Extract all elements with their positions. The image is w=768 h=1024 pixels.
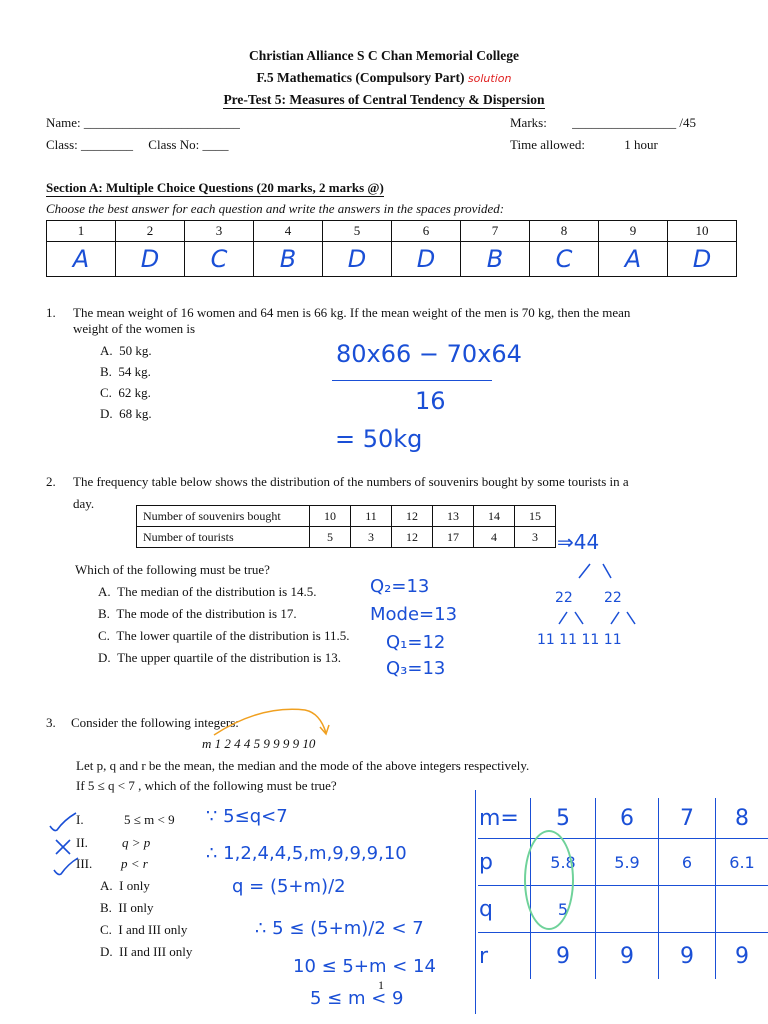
q2-option <box>98 606 297 622</box>
answer-cell[interactable]: D <box>392 242 461 277</box>
option-text: II only <box>118 900 154 915</box>
table-cell: 15 <box>515 506 556 527</box>
q1-text-2: weight of the women is <box>73 321 196 336</box>
class-label: Class: <box>46 137 78 152</box>
answer-cell[interactable]: C <box>530 242 599 277</box>
q3-option <box>100 944 192 960</box>
answer-number: 7 <box>461 221 530 242</box>
option-letter: D. <box>100 406 113 421</box>
grid-cell: 5 <box>531 798 596 839</box>
q3-hw-grid <box>478 798 768 979</box>
q3-hw-arrow <box>210 705 335 740</box>
table-cell: 12 <box>392 506 433 527</box>
school-name: Christian Alliance S C Chan Memorial College <box>249 48 519 63</box>
test-title <box>0 92 768 109</box>
table-cell: 10 <box>310 506 351 527</box>
q2-hw-q2: Q₂=13 <box>370 576 430 597</box>
answer-cell[interactable]: D <box>116 242 185 277</box>
option-letter: A. <box>100 343 113 358</box>
grid-cell: 5.8 <box>531 839 596 886</box>
q1-number: 1. <box>46 305 56 320</box>
section-a-title <box>46 180 384 197</box>
option-letter: C. <box>98 628 110 643</box>
subject-line <box>0 70 768 86</box>
time-label: Time allowed: <box>510 137 585 152</box>
q3-hw-line-4: ∴ 5 ≤ (5+m)/2 < 7 <box>255 918 424 939</box>
option-text: I and III only <box>118 922 188 937</box>
q2-question: Which of the following must be true? <box>75 562 270 577</box>
q3-hw-line-3: q = (5+m)/2 <box>232 876 346 897</box>
grid-cell: r <box>479 943 489 969</box>
test-title-text: Pre-Test 5: Measures of Central Tendency & Dispersion <box>223 92 545 107</box>
table-cell: 4 <box>474 527 515 548</box>
option-letter: C. <box>100 385 112 400</box>
statement-roman: I. <box>76 812 84 827</box>
q2-text-2: day. <box>73 496 95 511</box>
classno-blank: ____ <box>202 137 229 152</box>
answer-number: 5 <box>323 221 392 242</box>
q3-text-1: Consider the following integers: <box>71 715 239 730</box>
q2-option <box>98 584 316 600</box>
option-letter: D. <box>100 944 113 959</box>
time-field <box>510 137 658 153</box>
q2-hw-tree-22a: 22 <box>555 590 573 606</box>
answer-cell[interactable]: A <box>47 242 116 277</box>
grid-cell: 5.9 <box>596 839 659 886</box>
grid-cell: 9 <box>531 933 596 980</box>
q1-hw-denominator: 16 <box>415 387 446 415</box>
time-value: 1 hour <box>624 137 658 152</box>
option-text: 62 kg. <box>118 385 151 400</box>
table-cell: 13 <box>433 506 474 527</box>
answer-number: 4 <box>254 221 323 242</box>
table-cell: 5 <box>310 527 351 548</box>
statement-roman: III. <box>76 856 93 871</box>
grid-highlight-oval <box>524 830 574 930</box>
q3-integers: m 1 2 4 4 5 9 9 9 9 10 <box>202 736 316 751</box>
subject-title: F.5 Mathematics (Compulsory Part) <box>256 70 465 85</box>
grid-row-r <box>478 933 768 980</box>
answer-cell[interactable]: D <box>323 242 392 277</box>
answer-cell[interactable]: A <box>599 242 668 277</box>
grid-cell: 9 <box>596 933 659 980</box>
option-text: The upper quartile of the distribution is 13. <box>117 650 341 665</box>
option-letter: B. <box>98 606 110 621</box>
option-text: The lower quartile of the distribution is 11.5. <box>116 628 350 643</box>
answer-cell[interactable]: B <box>254 242 323 277</box>
q1-hw-result: = 50kg <box>335 425 423 453</box>
answer-cell[interactable]: C <box>185 242 254 277</box>
grid-cell: 9 <box>716 933 768 980</box>
section-a-instruction: Choose the best answer for each question and write the answers in the spaces provided: <box>46 201 505 216</box>
q2-hw-mode: Mode=13 <box>370 604 458 625</box>
answer-number: 1 <box>47 221 116 242</box>
grid-row-p <box>478 839 768 886</box>
class-blank: ________ <box>81 137 134 152</box>
q1-option <box>100 364 151 380</box>
option-letter: A. <box>98 584 111 599</box>
frequency-table <box>136 505 556 548</box>
table-cell: 3 <box>351 527 392 548</box>
class-field <box>46 137 228 153</box>
grid-cell: q <box>478 886 531 933</box>
statement-roman: II. <box>76 835 88 850</box>
frequency-row <box>137 527 556 548</box>
q2-hw-q3: Q₃=13 <box>386 658 446 679</box>
grid-cell <box>716 886 768 933</box>
name-blank: ________________________ <box>83 115 240 130</box>
option-letter: A. <box>100 878 113 893</box>
q1-option <box>100 406 152 422</box>
grid-cell <box>596 886 659 933</box>
table-cell: 3 <box>515 527 556 548</box>
marks-field <box>510 115 696 131</box>
grid-cell: 5 <box>531 886 596 933</box>
page-number: 1 <box>378 978 384 992</box>
grid-cell: 7 <box>659 798 716 839</box>
grid-cell: 6.1 <box>716 839 768 886</box>
table-cell: 12 <box>392 527 433 548</box>
q3-option <box>100 922 187 938</box>
answer-value-row <box>47 242 737 277</box>
option-text: The median of the distribution is 14.5. <box>117 584 317 599</box>
option-text: 50 kg. <box>119 343 152 358</box>
grid-row-q <box>478 886 768 933</box>
answer-number: 6 <box>392 221 461 242</box>
table-cell: 11 <box>351 506 392 527</box>
answer-cell[interactable]: D <box>668 242 737 277</box>
q2-hw-total: ⇒44 <box>557 530 600 554</box>
answer-cell[interactable]: B <box>461 242 530 277</box>
marks-label: Marks: <box>510 115 547 130</box>
row-label: Number of souvenirs bought <box>137 506 310 527</box>
q2-number: 2. <box>46 474 56 489</box>
frequency-row <box>137 506 556 527</box>
q3-statement <box>76 856 148 872</box>
option-text: The mode of the distribution is 17. <box>116 606 297 621</box>
option-letter: C. <box>100 922 112 937</box>
q3-option <box>100 878 150 894</box>
statement-text: 5 ≤ m < 9 <box>124 812 175 827</box>
grid-left-border <box>475 790 476 1014</box>
statement-text: q > p <box>122 835 151 850</box>
q3-text-3: If 5 ≤ q < 7 , which of the following must be true? <box>76 778 337 793</box>
q1-option <box>100 343 152 359</box>
marks-blank: ________________ /45 <box>572 115 696 130</box>
q1-option <box>100 385 151 401</box>
option-text: 54 kg. <box>118 364 151 379</box>
q2-hw-tree-11: 11 11 11 11 <box>537 632 622 648</box>
table-cell: 17 <box>433 527 474 548</box>
answer-number: 9 <box>599 221 668 242</box>
q3-hw-line-2: ∴ 1,2,4,4,5,m,9,9,9,10 <box>206 843 407 864</box>
statement-text: p < r <box>121 856 148 871</box>
q3-statement <box>76 835 150 851</box>
option-letter: B. <box>100 900 112 915</box>
grid-cell: m= <box>478 798 531 839</box>
table-cell: 14 <box>474 506 515 527</box>
name-label: Name: <box>46 115 81 130</box>
q2-hw-tree-22b: 22 <box>604 590 622 606</box>
name-field <box>46 115 240 131</box>
grid-cell: p <box>478 839 531 886</box>
q3-hw-line-1: ∵ 5≤q<7 <box>206 806 288 827</box>
q1-hw-fraction-bar <box>332 380 492 381</box>
grid-cell: 8 <box>716 798 768 839</box>
grid-row-m <box>478 798 768 839</box>
grid-cell: 9 <box>659 933 716 980</box>
q2-hw-q1: Q₁=12 <box>386 632 446 653</box>
section-a-title-text: Section A: Multiple Choice Questions (20 marks, 2 marks @) <box>46 180 384 195</box>
q1-hw-numerator: 80x66 − 70x64 <box>336 340 522 368</box>
classno-label: Class No: <box>148 137 200 152</box>
grid-cell: 6 <box>596 798 659 839</box>
q1-text-1: The mean weight of 16 women and 64 men is 66 kg. If the mean weight of the men is 70 kg, then the mean <box>73 305 631 320</box>
q3-hw-marks <box>46 810 80 878</box>
option-text: 68 kg. <box>119 406 152 421</box>
q3-hw-line-5: 10 ≤ 5+m < 14 <box>293 956 436 977</box>
solution-note: solution <box>467 72 512 85</box>
q2-text-1: The frequency table below shows the distribution of the numbers of souvenirs bought by some tourists in a <box>73 474 629 489</box>
answer-number: 2 <box>116 221 185 242</box>
option-text: I only <box>119 878 150 893</box>
q3-hw-line-6: 5 ≤ m < 9 <box>310 988 404 1009</box>
option-letter: B. <box>100 364 112 379</box>
answer-number: 8 <box>530 221 599 242</box>
q3-option <box>100 900 153 916</box>
q3-number: 3. <box>46 715 56 730</box>
q3-text-2: Let p, q and r be the mean, the median and the mode of the above integers respectively. <box>76 758 530 773</box>
answer-table <box>46 220 737 277</box>
option-letter: D. <box>98 650 111 665</box>
answer-number-row <box>47 221 737 242</box>
q2-option <box>98 628 350 644</box>
grid-cell <box>659 886 716 933</box>
answer-number: 10 <box>668 221 737 242</box>
grid-cell: 6 <box>659 839 716 886</box>
answer-number: 3 <box>185 221 254 242</box>
q2-option <box>98 650 341 666</box>
row-label: Number of tourists <box>137 527 310 548</box>
q3-statement <box>76 812 175 828</box>
option-text: II and III only <box>119 944 193 959</box>
